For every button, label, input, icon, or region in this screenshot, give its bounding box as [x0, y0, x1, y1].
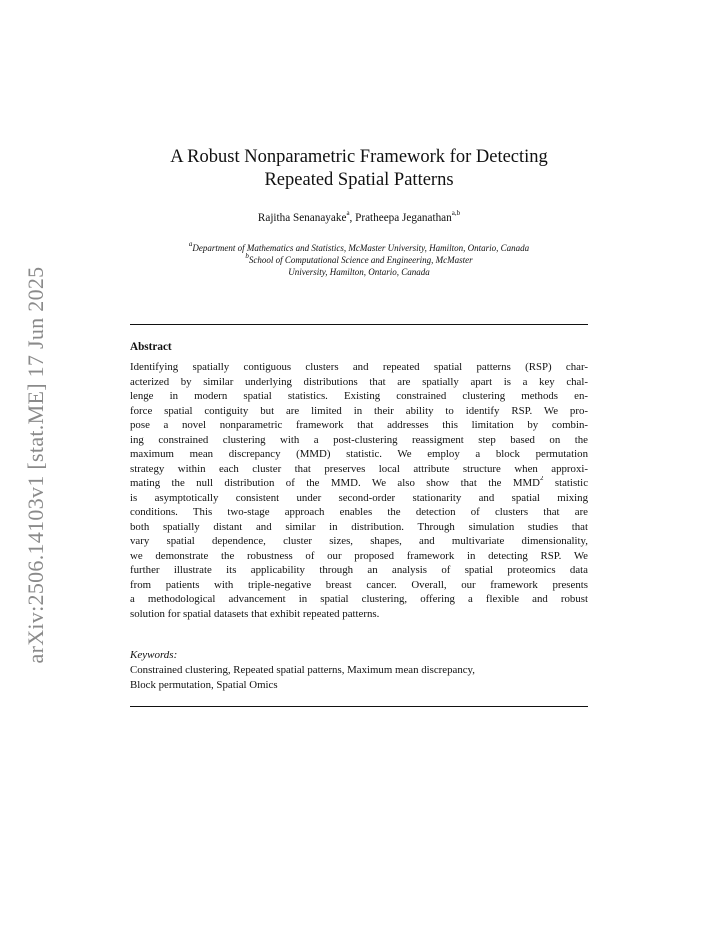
author-list [130, 211, 588, 225]
abstract-line: from patients with triple-negative breast cancer. Overall, our framework presents [130, 578, 588, 591]
abstract-line: solution for spatial datasets that exhibit repeated patterns. [130, 607, 380, 620]
mmd-superscript: 2 [539, 476, 544, 483]
abstract-line: both spatially distant and similar in distribution. Through simulation studies that [130, 520, 588, 533]
affiliation-mark: a [188, 240, 193, 248]
abstract-line-with-superscript [130, 476, 588, 491]
author-name: Rajitha Senanayake [257, 212, 347, 224]
keywords-heading: Keywords: [130, 649, 178, 661]
abstract-line: we demonstrate the robustness of our proposed framework in detecting RSP. We [130, 549, 588, 562]
affiliation-mark: b [245, 252, 249, 260]
author-name: Pratheepa Jeganathan [355, 212, 452, 224]
abstract-line: strategy within each cluster that preserves local attribute structure when approxi- [130, 462, 588, 475]
keywords-body [130, 663, 588, 692]
abstract-line: acterized by similar underlying distributions that are spatially apart is a key chal- [130, 375, 588, 388]
abstract-line-suffix: statistic [543, 477, 588, 489]
abstract-line: lenge in modern spatial statistics. Existing constrained clustering methods en- [130, 390, 588, 402]
abstract-line: pose a novel nonparametric framework that addresses this limitation by combin- [130, 419, 588, 431]
abstract-line: vary spatial dependence, cluster sizes, shapes, and multivariate dimensionality, [130, 535, 588, 547]
author-separator: , [349, 212, 356, 224]
abstract-line-text: mating the null distribution of the MMD. We also show that the MMD [130, 477, 540, 489]
affiliation-list [120, 242, 598, 278]
abstract-line: maximum mean discrepancy (MMD) statistic. We employ a block permutation [130, 448, 588, 460]
abstract-top-rule [130, 324, 588, 325]
abstract-line: force spatial contiguity but are limited in their ability to identify RSP. We pro- [130, 404, 588, 417]
abstract-line: Identifying spatially contiguous clusters and repeated spatial patterns (RSP) char- [130, 361, 588, 373]
affiliation-line [120, 254, 598, 266]
title-line-1: A Robust Nonparametric Framework for Detecting [170, 147, 548, 167]
keywords-line: Constrained clustering, Repeated spatial patterns, Maximum mean discrepancy, [130, 664, 475, 676]
abstract-line: conditions. This two-stage approach enables the detection of clusters that are [130, 506, 588, 518]
affiliation-line [120, 266, 598, 278]
affiliation-line [120, 242, 598, 254]
author-affiliation-mark: a [346, 209, 350, 218]
title-line-2: Repeated Spatial Patterns [264, 170, 454, 190]
abstract-bottom-rule [130, 706, 588, 707]
arxiv-identifier-stamp: arXiv:2506.14103v1 [stat.ME] 17 Jun 2025 [23, 266, 48, 664]
affiliation-text: School of Computational Science and Engineering, McMaster [248, 255, 473, 265]
keywords-line: Block permutation, Spatial Omics [130, 678, 278, 691]
abstract-line: is asymptotically consistent under second-order stationarity and spatial mixing [130, 491, 588, 504]
affiliation-text: Department of Mathematics and Statistics, McMaster University, Hamilton, Ontario, Canada [192, 243, 530, 253]
abstract-body [130, 360, 588, 621]
abstract-heading: Abstract [130, 341, 172, 353]
paper-title [130, 146, 588, 192]
abstract-line: ing constrained clustering with a post-clustering reassigment step based on the [130, 433, 588, 446]
affiliation-text: University, Hamilton, Ontario, Canada [288, 267, 430, 277]
author-affiliation-mark: a,b [451, 209, 461, 218]
abstract-line: further illustrate its applicability through an analysis of spatial proteomics data [130, 564, 588, 576]
abstract-line: a methodological advancement in spatial clustering, offering a flexible and robust [130, 593, 588, 605]
